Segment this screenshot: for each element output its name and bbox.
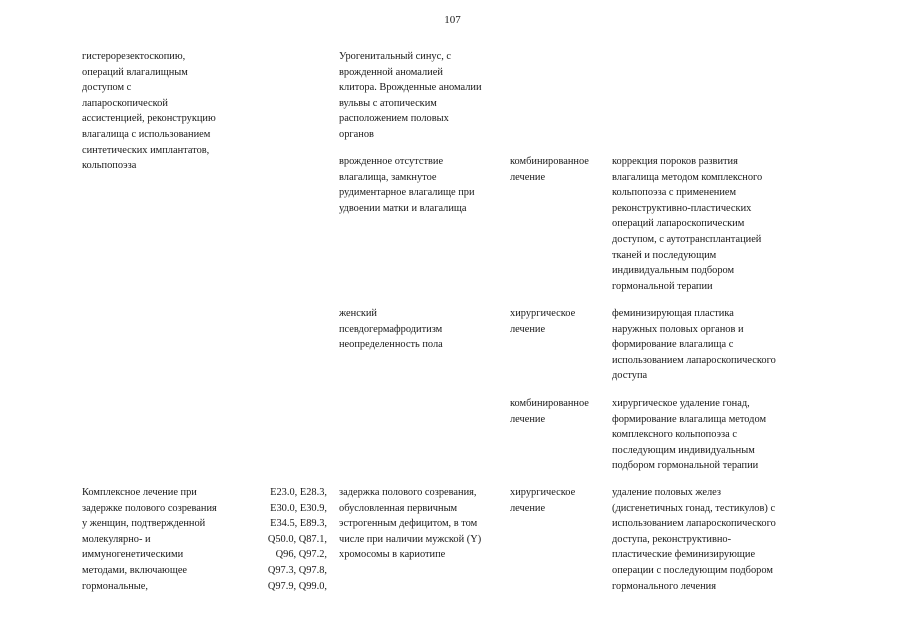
- row-1-col-5-method: коррекция пороков развития влагалища методом комплексного кольпопоэза с применением реконструктивно-пластических операций лапароскопическим доступом, с аутотрансплантацией тканей и последующим индивидуальным подбором гормональной терапии: [612, 156, 763, 292]
- row-3-col-5-method: хирургическое удаление гонад, формирование влагалища методом комплексного кольпопоэза с последующим индивидуальным подбором гормональной терапии: [612, 398, 767, 472]
- row-1-col-3-diagnosis: врожденное отсутствие влагалища, замкнутое рудиментарное влагалище при удвоении матки и влагалища: [339, 156, 475, 214]
- row-0-col-3-diagnosis: Урогенитальный синус, с врожденной аномалией клитора. Врожденные аномалии вульвы с атопическим расположением половых органов: [339, 51, 482, 140]
- row-4-col-2-icd-codes: E23.0, E28.3, E30.0, E30.9, E34.5, E89.3, Q50.0, Q87.1, Q96, Q97.2, Q97.3, Q97.8, Q97.9, Q99.0,: [267, 487, 327, 592]
- row-2-col-5-method: феминизирующая пластика наружных половых органов и формирование влагалища с использованием лапароскопического доступа: [612, 308, 776, 382]
- row-3-col-4-treatment-type: комбинированное лечение: [510, 398, 589, 425]
- row-4-col-5-method: удаление половых желез (дисгенетичных гонад, тестикулов) с использованием лапароскопического доступа, реконструктивно- пластические феминизирующие операции с последующим подбором гормонального лечения: [612, 487, 776, 592]
- row-1-col-4-treatment-type: комбинированное лечение: [510, 156, 589, 183]
- row-4-col-4-treatment-type: хирургическое лечение: [510, 487, 576, 514]
- row-4-col-3-diagnosis: задержка полового созревания, обусловленная первичным эстрогенным дефицитом, в том числе при наличии мужской (Y) хромосомы в кариотипе: [339, 487, 482, 561]
- row-4-col-1-procedure: Комплексное лечение при задержке полового созревания у женщин, подтвержденной молекулярно- и иммуногенетическими методами, включающее гормональные,: [82, 487, 217, 592]
- row-2-col-3-diagnosis: женский псевдогермафродитизм неопределенность пола: [339, 308, 443, 351]
- row-2-col-4-treatment-type: хирургическое лечение: [510, 308, 576, 335]
- page-number: 107: [444, 14, 461, 26]
- row-0-col-1-procedure: гистерорезектоскопию, операций влагалищным доступом с лапароскопической ассистенцией, реконструкцию влагалища с использованием синтетических имплантатов, кольпопоэза: [82, 51, 216, 172]
